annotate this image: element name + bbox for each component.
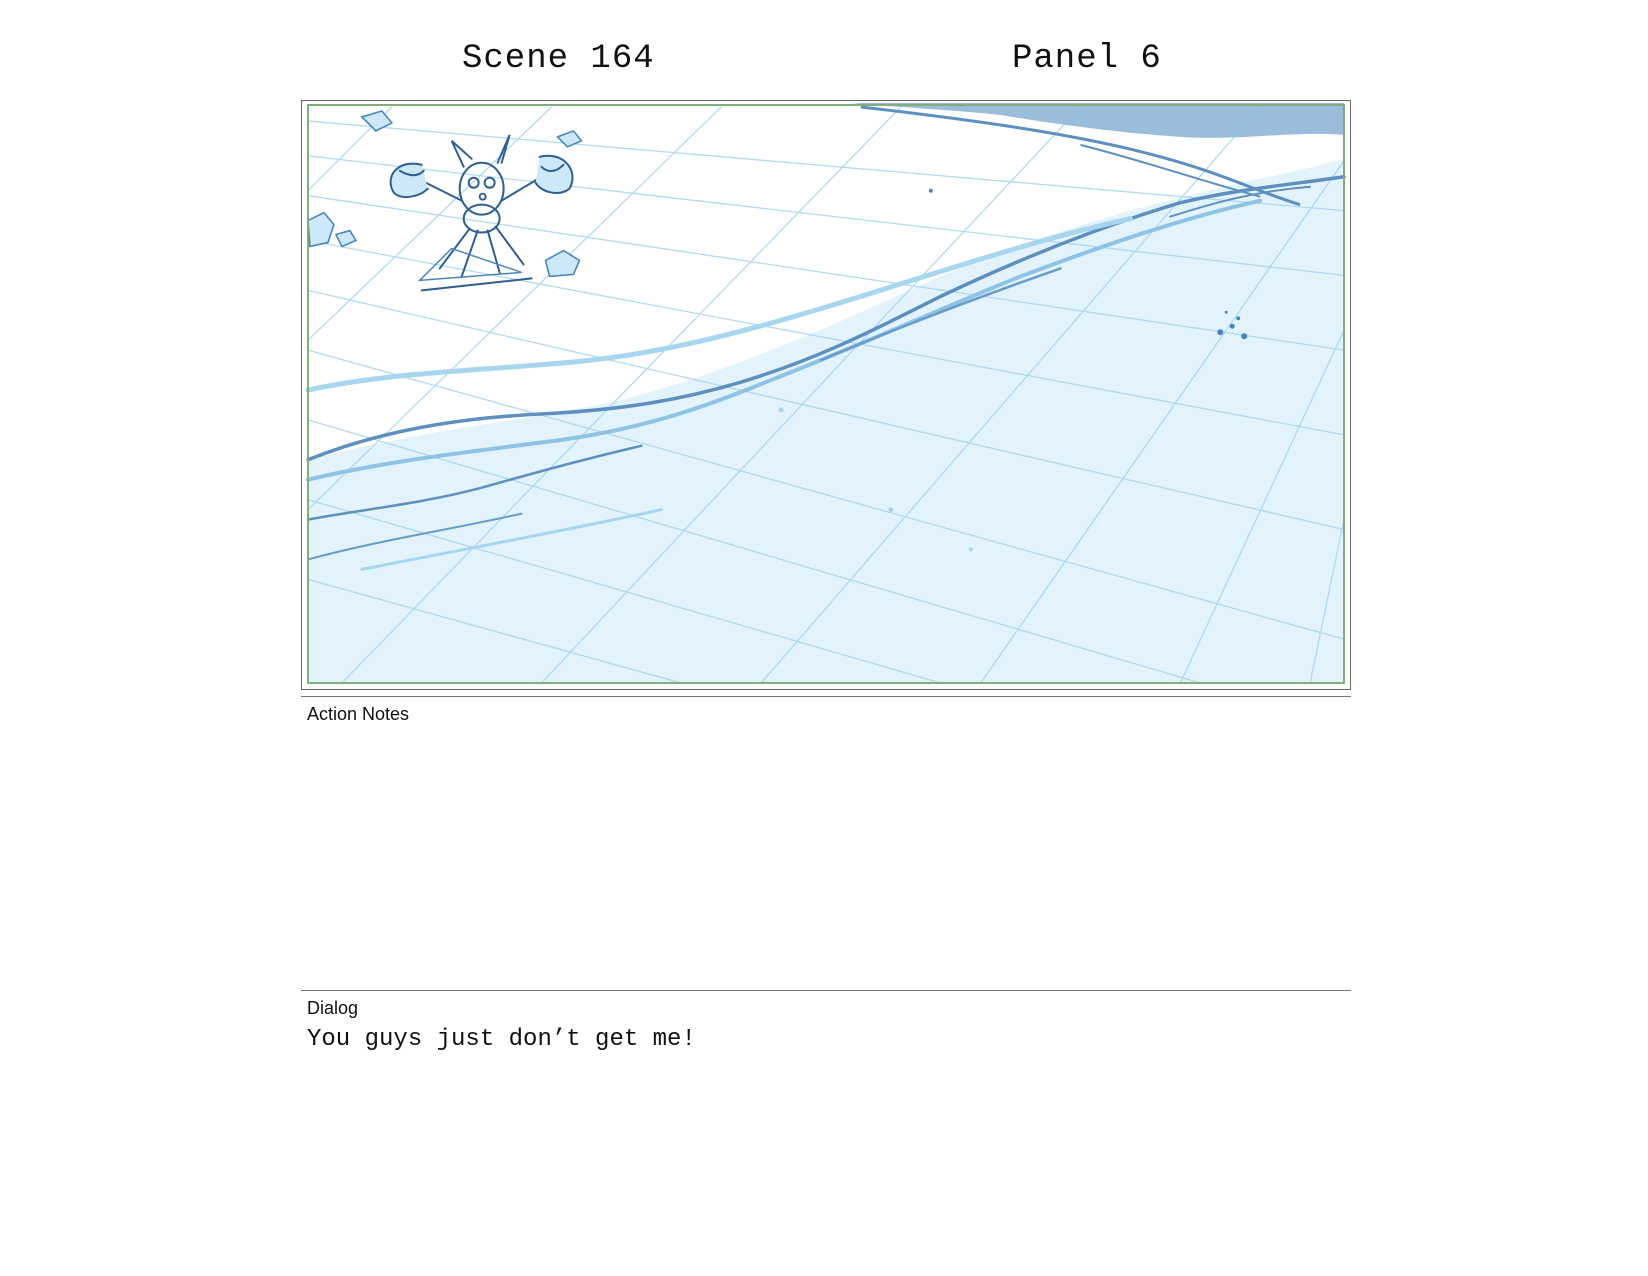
storyboard-sketch-icon <box>302 101 1350 689</box>
panel-title: Panel 6 <box>1012 40 1162 78</box>
dialog-text: You guys just don’t get me! <box>307 1026 696 1053</box>
dialog-divider <box>301 990 1351 991</box>
storyboard-panel-frame <box>301 100 1351 690</box>
action-notes-divider <box>301 696 1351 697</box>
scene-title: Scene 164 <box>462 40 655 78</box>
dialog-label: Dialog <box>307 998 359 1018</box>
action-notes-label: Action Notes <box>307 704 410 724</box>
